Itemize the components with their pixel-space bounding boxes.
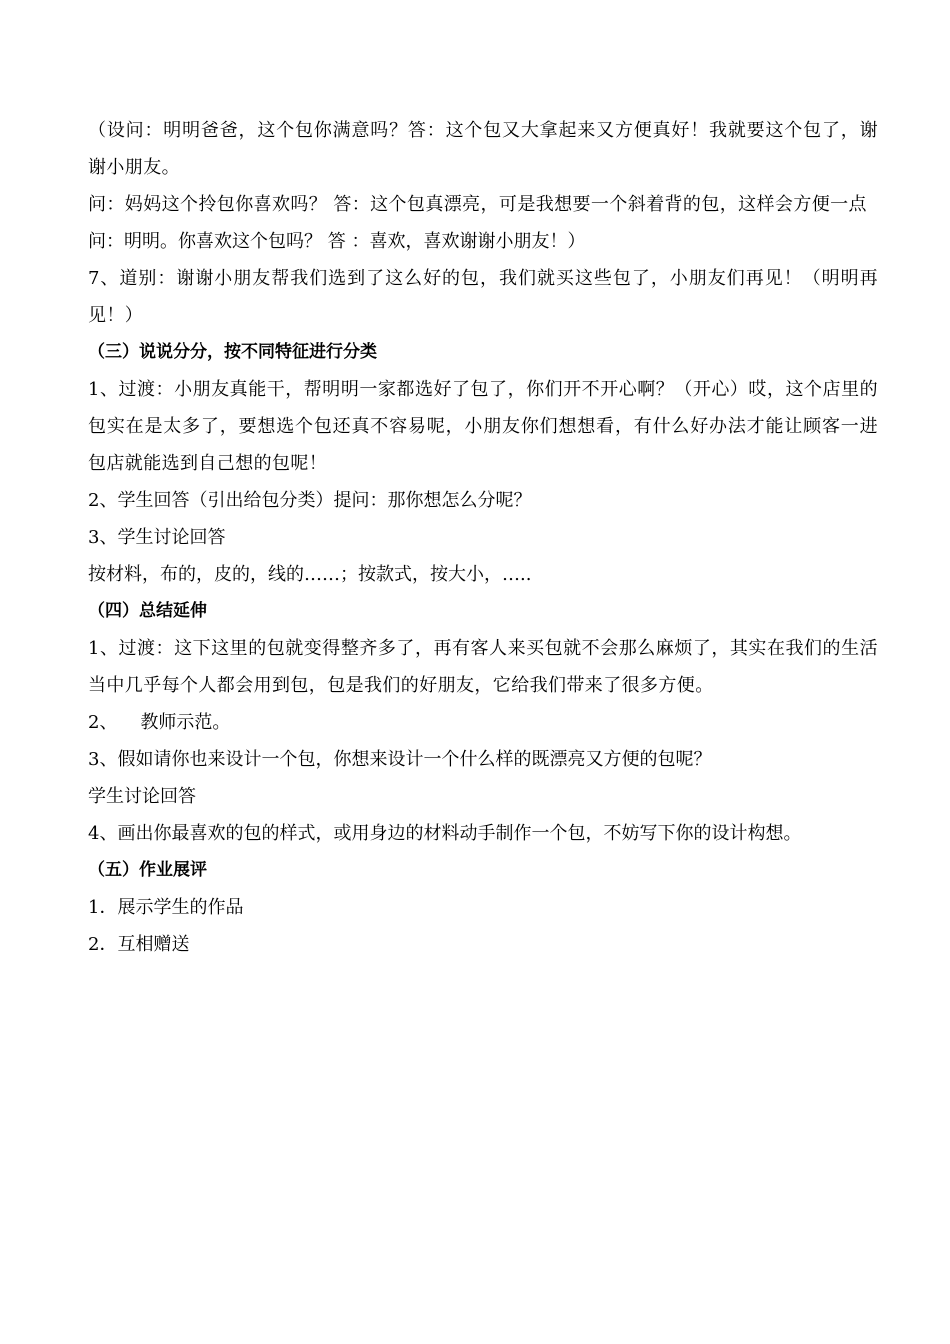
dialogue-paragraph-mother: 问：妈妈这个拎包你喜欢吗？ 答：这个包真漂亮，可是我想要一个斜着背的包，这样会方便一点 xyxy=(88,194,867,215)
transition-paragraph-2: 1、过渡：这下这里的包就变得整齐多了，再有客人来买包就不会那么麻烦了，其实在我们的生活当中几乎每个人都会用到包，包是我们的好朋友，它给我们带来了很多方便。 xyxy=(88,638,878,696)
student-answer-paragraph: 2、学生回答（引出给包分类）提问：那你想怎么分呢？ xyxy=(88,490,532,511)
classification-paragraph: 按材料，布的，皮的，线的……；按款式，按大小，….. xyxy=(88,564,532,585)
show-works-paragraph: 1．展示学生的作品 xyxy=(88,897,244,918)
exchange-gifts-paragraph: 2．互相赠送 xyxy=(88,934,190,955)
section-heading-4: （四）总结延伸 xyxy=(88,601,207,621)
student-discussion-paragraph: 3、学生讨论回答 xyxy=(88,527,226,548)
design-question-paragraph: 3、假如请你也来设计一个包，你想来设计一个什么样的既漂亮又方便的包呢？ xyxy=(88,749,712,770)
dialogue-paragraph-father: （设问：明明爸爸，这个包你满意吗？答：这个包又大拿起来又方便真好！我就要这个包了，谢谢小朋友。 xyxy=(88,120,878,178)
section-heading-5: （五）作业展评 xyxy=(88,860,207,880)
dialogue-paragraph-mingming: 问：明明。你喜欢这个包吗？ 答 ：喜欢，喜欢谢谢小朋友！） xyxy=(88,231,586,252)
drawing-task-paragraph: 4、画出你最喜欢的包的样式，或用身边的材料动手制作一个包，不妨写下你的设计构想。 xyxy=(88,823,802,844)
section-heading-3: （三）说说分分，按不同特征进行分类 xyxy=(88,342,377,362)
document-page xyxy=(88,112,878,963)
transition-paragraph-1: 1、过渡：小朋友真能干，帮明明一家都选好了包了，你们开不开心啊？（开心）哎，这个店里的包实在是太多了，要想选个包还真不容易呢，小朋友你们想想看，有什么好办法才能让顾客一进包店就能选到自己想的包呢！ xyxy=(88,379,878,474)
teacher-demo-paragraph: 2、 教师示范。 xyxy=(88,712,231,733)
student-discussion-paragraph-2: 学生讨论回答 xyxy=(88,786,196,807)
farewell-paragraph: 7、道别：谢谢小朋友帮我们选到了这么好的包，我们就买这些包了，小朋友们再见！（明明再见！） xyxy=(88,268,878,326)
